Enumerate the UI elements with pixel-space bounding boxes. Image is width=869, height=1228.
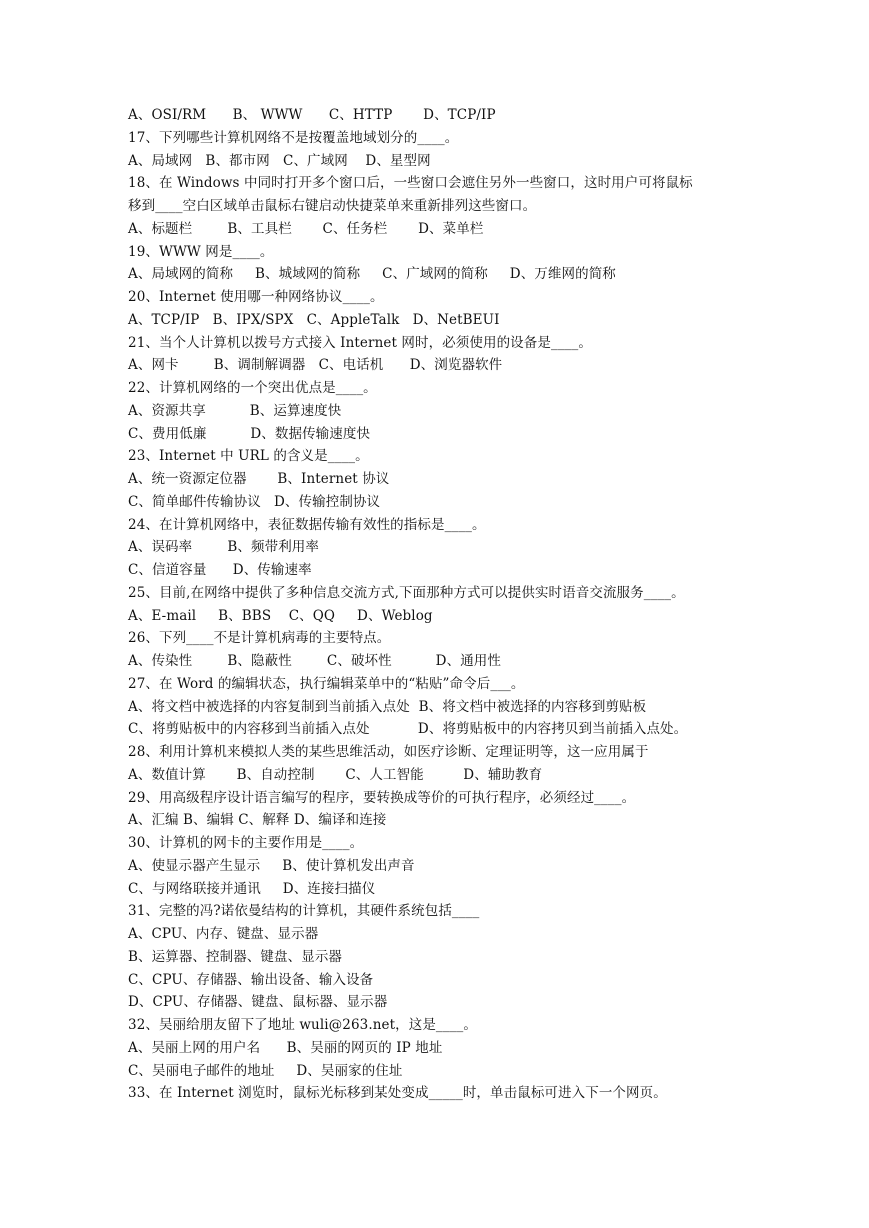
text-line: 21、当个人计算机以拨号方式接入 Internet 网时，必须使用的设备是____。 — [128, 334, 592, 351]
text-line: D、CPU、存储器、键盘、鼠标器、显示器 — [128, 994, 388, 1011]
text-line: 19、WWW 网是____。 — [128, 243, 274, 260]
text-line: 22、计算机网络的一个突出优点是____。 — [128, 380, 377, 396]
text-line: A、TCP/IP B、IPX/SPX C、AppleTalk D、NetBEUI — [128, 311, 500, 328]
text-line: C、费用低廉 D、数据传输速度快 — [128, 425, 371, 442]
text-line: 28、利用计算机来模拟人类的某些思维活动，如医疗诊断、定理证明等，这一应用属于 — [128, 744, 649, 760]
text-line: 移到____空白区域单击鼠标右键启动快捷菜单来重新排列这些窗口。 — [128, 198, 537, 214]
text-line: 20、Internet 使用哪一种网络协议____。 — [128, 289, 384, 305]
text-line: A、局域网的简称 B、城域网的简称 C、广域网的简称 D、万维网的简称 — [128, 266, 616, 283]
text-line: A、网卡 B、调制解调器 C、电话机 D、浏览器软件 — [128, 357, 503, 374]
text-line: A、局域网 B、都市网 C、广域网 D、星型网 — [128, 152, 431, 169]
text-line: 17、下列哪些计算机网络不是按覆盖地域划分的____。 — [128, 129, 459, 146]
text-line: C、将剪贴板中的内容移到当前插入点处 D、将剪贴板中的内容拷贝到当前插入点处。 — [128, 721, 688, 738]
text-line: 26、下列____不是计算机病毒的主要特点。 — [128, 630, 391, 647]
text-line: A、误码率 B、频带利用率 — [128, 539, 319, 556]
text-line: C、简单邮件传输协议 D、传输控制协议 — [128, 493, 381, 510]
text-line: A、汇编 B、编辑 C、解释 D、编译和连接 — [128, 812, 387, 829]
text-line: A、使显示器产生显示 B、使计算机发出声音 — [128, 857, 415, 874]
text-line: A、OSI/RM B、 WWW C、HTTP D、TCP/IP — [128, 107, 496, 123]
text-line: 30、计算机的网卡的主要作用是____。 — [128, 835, 364, 851]
text-line: A、传染性 B、隐蔽性 C、破坏性 D、通用性 — [128, 653, 501, 669]
text-line: 33、在 Internet 浏览时，鼠标光标移到某处变成_____时，单击鼠标可进入下一个网页。 — [128, 1085, 667, 1102]
text-line: 27、在 Word 的编辑状态，执行编辑菜单中的“粘贴”命令后___。 — [128, 675, 525, 692]
text-line: A、标题栏 B、工具栏 C、任务栏 D、菜单栏 — [128, 220, 484, 237]
text-line: A、CPU、内存、键盘、显示器 — [128, 926, 319, 942]
text-line: 31、完整的冯?诺依曼结构的计算机，其硬件系统包括____ — [128, 903, 480, 920]
question-list — [128, 104, 748, 1105]
text-line: C、CPU、存储器、输出设备、输入设备 — [128, 971, 374, 988]
text-line: A、E-mail B、BBS C、QQ D、Weblog — [128, 607, 433, 624]
text-line: 29、用高级程序设计语言编写的程序，要转换成等价的可执行程序，必须经过____。 — [128, 789, 636, 806]
text-line: 32、吴丽给朋友留下了地址 wuli@263.net，这是____。 — [128, 1017, 477, 1033]
text-line: 24、在计算机网络中，表征数据传输有效性的指标是____。 — [128, 516, 486, 533]
text-line: 18、在 Windows 中同时打开多个窗口后，一些窗口会遮住另外一些窗口，这时用户可将鼠标 — [128, 175, 693, 192]
text-line: A、统一资源定位器 B、Internet 协议 — [128, 471, 390, 487]
text-line: A、吴丽上网的用户名 B、吴丽的网页的 IP 地址 — [128, 1039, 443, 1056]
text-line: 23、Internet 中 URL 的含义是____。 — [128, 448, 369, 465]
text-line: C、吴丽电子邮件的地址 D、吴丽家的住址 — [128, 1062, 403, 1079]
text-line: B、运算器、控制器、键盘、显示器 — [128, 948, 343, 965]
text-line: A、资源共享 B、运算速度快 — [128, 402, 342, 419]
text-line: C、与网络联接并通讯 D、连接扫描仪 — [128, 880, 376, 897]
text-line: A、将文档中被选择的内容复制到当前插入点处 B、将文档中被选择的内容移到剪贴板 — [128, 698, 647, 715]
text-line: A、数值计算 B、自动控制 C、人工智能 D、辅助教育 — [128, 766, 543, 783]
text-line: C、信道容量 D、传输速率 — [128, 562, 312, 578]
text-line: 25、目前,在网络中提供了多种信息交流方式,下面那种方式可以提供实时语音交流服务____。 — [128, 584, 685, 601]
